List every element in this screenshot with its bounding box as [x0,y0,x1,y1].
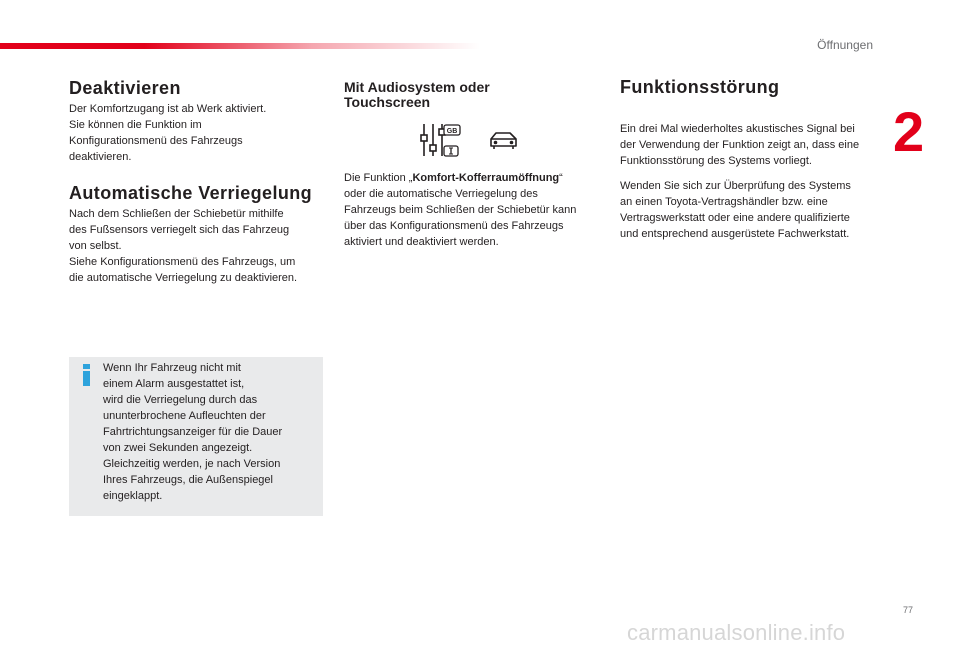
text-line: Funktionsstörung des Systems vorliegt. [620,155,812,167]
info-icon [79,364,93,386]
svg-text:GB: GB [446,128,458,135]
text-line: eingeklappt. [103,490,163,502]
text-line: deaktivieren. [69,151,132,163]
chapter-number: 2 [893,100,925,163]
watermark: carmanualsonline.info [627,620,846,645]
text-line: Der Komfortzugang ist ab Werk aktiviert. [69,103,267,115]
heading-audiosystem [344,80,490,110]
text-line: die automatische Verriegelung zu deaktivieren. [69,272,298,284]
text-line: Ein drei Mal wiederholtes akustisches Signal bei [620,123,855,135]
page-number: 77 [903,605,914,615]
text-line: ununterbrochene Aufleuchten der [103,410,266,422]
text-line: des Fußsensors verriegelt sich das Fahrzeug [69,224,290,236]
text-line: Wenden Sie sich zur Überprüfung des Systems [620,180,851,192]
text-line: der Verwendung der Funktion zeigt an, dass eine [620,139,860,151]
text-line: Konfigurationsmenü des Fahrzeugs [69,135,243,147]
section-title: Öffnungen [817,38,873,52]
malfunction-text-2 [620,178,890,242]
heading-line: Mit Audiosystem oder [344,79,490,95]
text-line: von selbst. [69,240,122,252]
function-icons [419,121,523,161]
deactivate-text [69,101,319,165]
car-icon [491,133,516,149]
autolock-text [69,206,329,286]
audiosystem-text [344,170,606,250]
text-line [344,170,606,186]
text-line: von zwei Sekunden angezeigt. [103,442,253,454]
text-line: Ihres Fahrzeugs, die Außenspiegel [103,474,273,486]
text-line: an einen Toyota-Vertragshändler bzw. eine [620,196,828,208]
text-line: Siehe Konfigurationsmenü des Fahrzeugs, um [69,256,296,268]
heading-line: Touchscreen [344,94,431,110]
text-line: und entsprechend ausgerüstete Fachwerkstatt. [620,228,850,240]
text-line: Vertragswerkstatt oder eine andere qualifizierte [620,212,850,224]
function-name: Komfort-Kofferraumöffnung [412,172,560,184]
language-badge-icon [444,125,460,156]
text-line: Nach dem Schließen der Schiebetür mithilfe [69,208,284,220]
text-line: Sie können die Funktion im [69,119,202,131]
info-note-box [69,357,323,516]
text-line: Fahrtrichtungsanzeiger für die Dauer [103,426,283,438]
text-line: aktiviert und deaktiviert werden. [344,236,499,248]
malfunction-text-1 [620,121,890,169]
text-line: Fahrzeugs beim Schließen der Schiebetür kann [344,204,577,216]
header-accent-bar [0,43,480,49]
heading-funktionsstoerung: Funktionsstörung [620,77,780,97]
text-line: Gleichzeitig werden, je nach Version [103,458,281,470]
heading-deaktivieren: Deaktivieren [69,78,181,98]
text-line: wird die Verriegelung durch das [103,394,258,406]
text-line: Wenn Ihr Fahrzeug nicht mit [103,362,241,374]
text-line: einem Alarm ausgestattet ist, [103,378,245,390]
text-line: über das Konfigurationsmenü des Fahrzeugs [344,220,564,232]
settings-sliders-icon [421,124,445,156]
text-line: oder die automatische Verriegelung des [344,188,538,200]
heading-automatische-verriegelung: Automatische Verriegelung [69,183,313,203]
text-fragment: Die Funktion „ [344,172,413,184]
note-text [103,360,313,504]
text-fragment: “ [559,172,563,184]
